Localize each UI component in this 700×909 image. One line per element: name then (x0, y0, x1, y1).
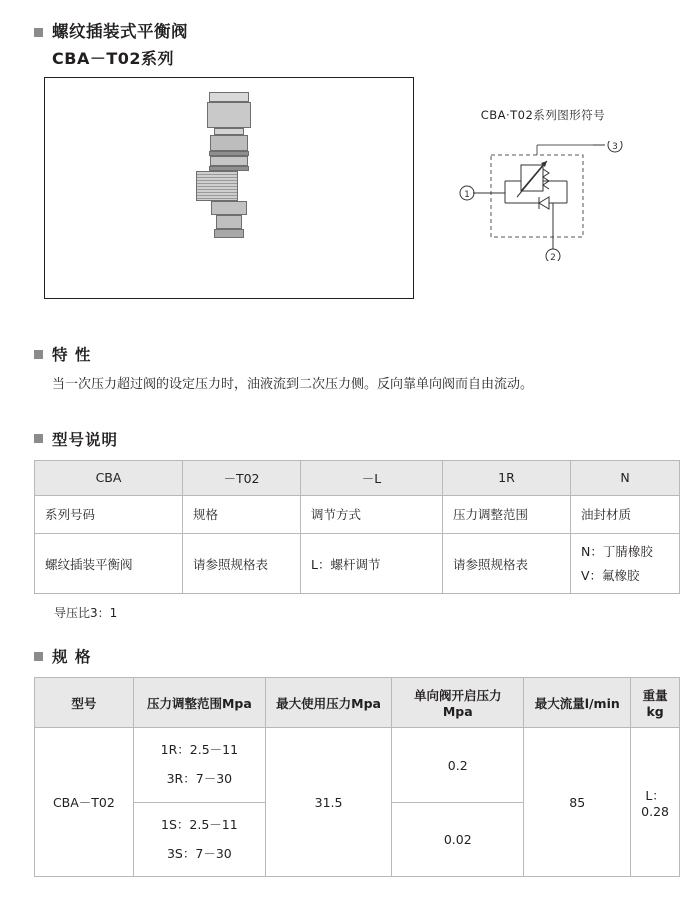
page-title (34, 18, 672, 69)
model-label-adjust: 调节方式 (301, 495, 443, 533)
spec-value-range-r (133, 728, 265, 803)
spec-range-3r: 3R：7－30 (166, 771, 233, 787)
title-text: 螺纹插装式平衡阀 (52, 22, 188, 41)
spec-heading (34, 645, 672, 667)
spec-col-maxpressure: 最大使用压力Mpa (265, 678, 391, 728)
valve-part-body-upper (210, 135, 248, 151)
model-label-size: 规格 (183, 495, 301, 533)
spec-value-weight: L：0.28 (631, 728, 680, 877)
spec-col-model: 型号 (35, 678, 134, 728)
svg-text:2: 2 (550, 253, 556, 262)
spec-value-range-s (133, 802, 265, 877)
model-label-range: 压力调整范围 (443, 495, 571, 533)
features-heading (34, 343, 672, 365)
model-value-size: 请参照规格表 (183, 533, 301, 594)
spec-value-model: CBA－T02 (35, 728, 134, 877)
svg-text:1: 1 (464, 190, 470, 201)
model-code-l: －L (301, 460, 443, 495)
features-text: 当一次压力超过阀的设定压力时，油液流到二次压力侧。反向靠单向阀而自由流动。 (52, 377, 534, 393)
figures-row (28, 77, 672, 305)
spec-heading-text: 规 格 (52, 648, 92, 667)
valve-part-hex (207, 102, 251, 128)
model-code-1r: 1R (443, 460, 571, 495)
model-label-seal: 油封材质 (571, 495, 680, 533)
model-value-seal-n: N：丁腈橡胶 (581, 543, 653, 559)
square-bullet-icon (34, 350, 43, 359)
model-value-seal (571, 533, 680, 594)
model-code-cba: CBA (35, 460, 183, 495)
table-row (35, 728, 680, 803)
model-value-series: 螺纹插装平衡阀 (35, 533, 183, 594)
model-value-adjust: L：螺杆调节 (301, 533, 443, 594)
model-label-series: 系列号码 (35, 495, 183, 533)
valve-part-nose (214, 229, 244, 238)
spec-col-flow: 最大流量l/min (524, 678, 631, 728)
table-row (35, 495, 680, 533)
valve-part-body-lower (211, 201, 247, 215)
table-row (35, 533, 680, 594)
valve-illustration (196, 92, 262, 238)
model-code-t02: －T02 (183, 460, 301, 495)
table-row-header (35, 678, 680, 728)
valve-part-thread (196, 171, 238, 201)
model-code-n: N (571, 460, 680, 495)
model-heading (34, 428, 672, 450)
model-value-seal-v: V：氟橡胶 (581, 567, 640, 583)
symbol-caption: CBA·T02系列图形符号 (480, 108, 606, 123)
model-value-range: 请参照规格表 (443, 533, 571, 594)
valve-photo (44, 77, 414, 299)
pilot-ratio-note: 导压比3：1 (54, 606, 118, 621)
spec-range-1r: 1R：2.5－11 (160, 742, 239, 758)
table-row-header (35, 460, 680, 495)
model-heading-text: 型号说明 (52, 430, 119, 449)
symbol-diagram (443, 141, 643, 261)
spec-value-maxpressure: 31.5 (265, 728, 391, 877)
square-bullet-icon (34, 434, 43, 443)
valve-part-cap (209, 92, 249, 102)
svg-text:3: 3 (612, 142, 618, 153)
title-main-line (34, 18, 672, 46)
square-bullet-icon (34, 652, 43, 661)
spec-range-3s: 3S：7－30 (166, 845, 232, 861)
features-heading-text: 特 性 (52, 346, 92, 365)
spec-table (34, 677, 680, 877)
symbol-column (414, 77, 672, 261)
spec-value-flow: 85 (524, 728, 631, 877)
title-subtitle: CBA－T02系列 (52, 49, 175, 69)
spec-value-crack-1: 0.2 (392, 728, 524, 803)
valve-part-tip (216, 215, 242, 229)
spec-col-crack: 单向阀开启压力Mpa (392, 678, 524, 728)
spec-value-crack-2: 0.02 (392, 802, 524, 877)
spec-col-weight: 重量kg (631, 678, 680, 728)
spec-col-range: 压力调整范围Mpa (133, 678, 265, 728)
valve-part-neck (214, 128, 244, 135)
square-bullet-icon (34, 28, 43, 37)
hydraulic-symbol-svg (443, 141, 643, 261)
model-table (34, 460, 680, 595)
valve-part-body-mid (210, 156, 248, 166)
spec-range-1s: 1S：2.5－11 (161, 816, 238, 832)
